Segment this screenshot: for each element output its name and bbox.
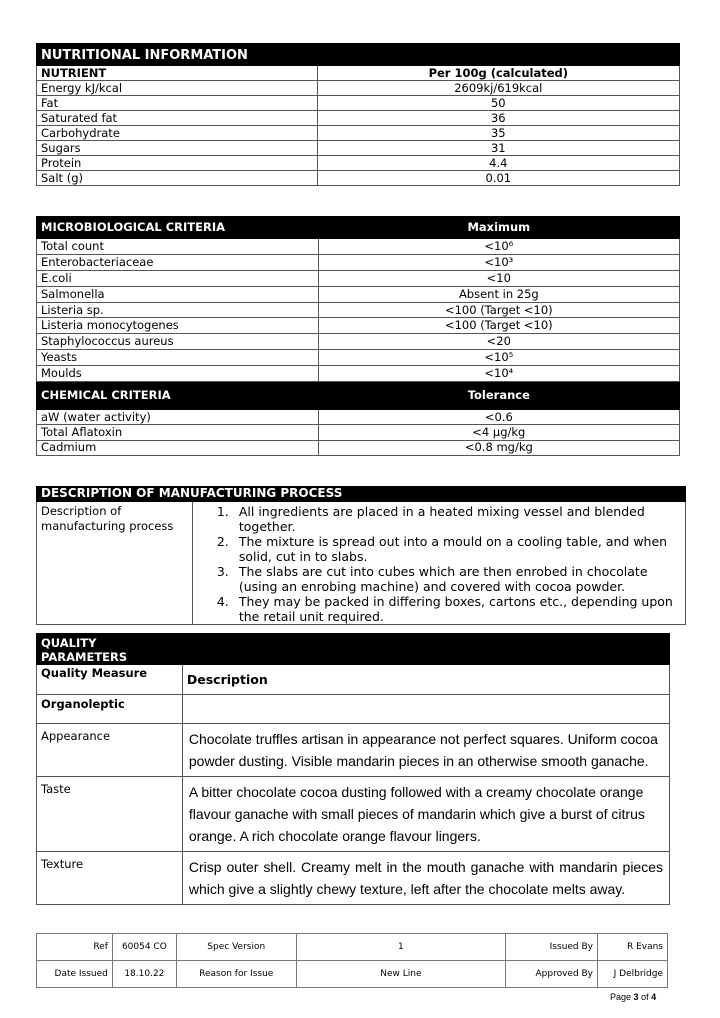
nutrient-name: Salt (g) (37, 171, 318, 186)
step-text: The mixture is spread out into a mould on a cooling table, and when solid, cut in to slabs. (238, 534, 668, 564)
criteria-name: Total Aflatoxin (37, 425, 319, 440)
organoleptic-blank (182, 695, 669, 724)
criteria-value: <10 (318, 270, 679, 286)
issued-by-label: Issued By (506, 934, 598, 961)
col-maximum: Maximum (318, 217, 679, 239)
table-row (37, 96, 680, 111)
table-row (37, 254, 680, 270)
manufacturing-steps (192, 502, 685, 625)
quality-title: QUALITY PARAMETERS (37, 634, 183, 665)
criteria-value: <10⁵ (318, 350, 679, 366)
table-row (37, 366, 680, 382)
table-row (37, 270, 680, 286)
criteria-value: <10⁴ (318, 366, 679, 382)
nutrition-title: NUTRITIONAL INFORMATION (37, 44, 680, 66)
nutrient-value: 36 (317, 111, 679, 126)
approved-value: J Delbridge (598, 961, 668, 988)
table-row (37, 777, 670, 852)
table-row (37, 81, 680, 96)
date-label: Date Issued (37, 961, 113, 988)
table-row (37, 334, 680, 350)
criteria-name: E.coli (37, 270, 319, 286)
criteria-value: <10³ (318, 254, 679, 270)
criteria-name: aW (water activity) (37, 410, 319, 425)
col-nutrient: NUTRIENT (37, 66, 318, 81)
manufacturing-title: DESCRIPTION OF MANUFACTURING PROCESS (37, 487, 686, 502)
list-item (217, 534, 677, 564)
table-row (37, 350, 680, 366)
list-item (217, 504, 677, 534)
quality-name: Appearance (37, 724, 183, 777)
criteria-name: Yeasts (37, 350, 319, 366)
criteria-name: Enterobacteriaceae (37, 254, 319, 270)
criteria-name: Total count (37, 239, 319, 255)
table-row (37, 111, 680, 126)
list-item (217, 564, 677, 594)
nutrient-value: 31 (317, 141, 679, 156)
approved-label: Approved By (506, 961, 598, 988)
criteria-name: Moulds (37, 366, 319, 382)
spec-label: Spec Version (176, 934, 296, 961)
criteria-name: Cadmium (37, 440, 319, 455)
nutrient-name: Sugars (37, 141, 318, 156)
criteria-value: <4 µg/kg (318, 425, 679, 440)
nutrient-value: 4.4 (317, 156, 679, 171)
footer-table (36, 933, 668, 988)
nutrient-name: Carbohydrate (37, 126, 318, 141)
nutrient-value: 2609kj/619kcal (317, 81, 679, 96)
step-number: 2. (216, 534, 229, 549)
criteria-value: <20 (318, 334, 679, 350)
table-row (37, 286, 680, 302)
manufacturing-table (36, 486, 686, 625)
micro-table (36, 216, 680, 456)
col-quality-measure: Quality Measure (37, 665, 183, 695)
step-text: All ingredients are placed in a heated mixing vessel and blended together. (238, 504, 645, 534)
nutrient-name: Energy kJ/kcal (37, 81, 318, 96)
nutrient-name: Fat (37, 96, 318, 111)
table-row (37, 302, 680, 318)
nutrient-value: 35 (317, 126, 679, 141)
table-row (37, 171, 680, 186)
step-text: The slabs are cut into cubes which are then enrobed in chocolate (using an enrobing machine) and covered with cocoa powder. (238, 564, 648, 594)
quality-desc: Crisp outer shell. Creamy melt in the mouth ganache with mandarin pieces which give a slightly chewy texture, left after the chocolate melts away. (182, 852, 669, 905)
criteria-value: <100 (Target <10) (318, 302, 679, 318)
table-row (37, 126, 680, 141)
list-item (217, 594, 677, 624)
table-row (37, 440, 680, 455)
nutrient-name: Protein (37, 156, 318, 171)
organoleptic-label: Organoleptic (37, 695, 183, 724)
date-value: 18.10.22 (112, 961, 176, 988)
quality-table (36, 633, 670, 905)
table-row (37, 141, 680, 156)
criteria-name: Staphylococcus aureus (37, 334, 319, 350)
table-row (37, 425, 680, 440)
nutrient-value: 0.01 (317, 171, 679, 186)
step-number: 3. (216, 564, 229, 579)
table-row (37, 724, 670, 777)
table-row (37, 852, 670, 905)
issued-by-value: R Evans (598, 934, 668, 961)
quality-desc: Chocolate truffles artisan in appearance not perfect squares. Uniform cocoa powder dusting. Visible mandarin pieces in an otherwise smooth ganache. (182, 724, 669, 777)
step-number: 1. (216, 504, 229, 519)
col-per100: Per 100g (calculated) (317, 66, 679, 81)
criteria-name: Listeria monocytogenes (37, 318, 319, 334)
page-current: 3 (633, 992, 639, 1002)
nutrient-value: 50 (317, 96, 679, 111)
table-row (37, 239, 680, 255)
step-number: 4. (216, 594, 229, 609)
criteria-value: <0.6 (318, 410, 679, 425)
criteria-value: <10⁶ (318, 239, 679, 255)
spec-value: 1 (296, 934, 506, 961)
quality-desc: A bitter chocolate cocoa dusting followed with a creamy chocolate orange flavour ganache with small pieces of mandarin which give a burst of citrus orange. A rich chocolate orange flavour lingers. (182, 777, 669, 852)
col-description: Description (182, 665, 669, 695)
page-of: of (641, 992, 649, 1002)
criteria-value: Absent in 25g (318, 286, 679, 302)
nutrient-name: Saturated fat (37, 111, 318, 126)
micro-title: MICROBIOLOGICAL CRITERIA (37, 217, 319, 239)
nutrition-table (36, 43, 680, 186)
ref-label: Ref (37, 934, 113, 961)
criteria-value: <100 (Target <10) (318, 318, 679, 334)
reason-label: Reason for Issue (176, 961, 296, 988)
quality-name: Texture (37, 852, 183, 905)
chemical-title: CHEMICAL CRITERIA (37, 382, 319, 410)
table-row (37, 410, 680, 425)
table-row (37, 318, 680, 334)
page-number (610, 992, 656, 1002)
col-tolerance: Tolerance (318, 382, 679, 410)
page-total: 4 (651, 992, 657, 1002)
ref-value: 60054 CO (112, 934, 176, 961)
manufacturing-label: Description of manufacturing process (37, 502, 193, 625)
criteria-name: Salmonella (37, 286, 319, 302)
page-prefix: Page (610, 992, 632, 1002)
step-text: They may be packed in differing boxes, cartons etc., depending upon the retail unit required. (238, 594, 673, 624)
quality-name: Taste (37, 777, 183, 852)
quality-title-blank (182, 634, 669, 665)
criteria-value: <0.8 mg/kg (318, 440, 679, 455)
criteria-name: Listeria sp. (37, 302, 319, 318)
table-row (37, 156, 680, 171)
reason-value: New Line (296, 961, 506, 988)
